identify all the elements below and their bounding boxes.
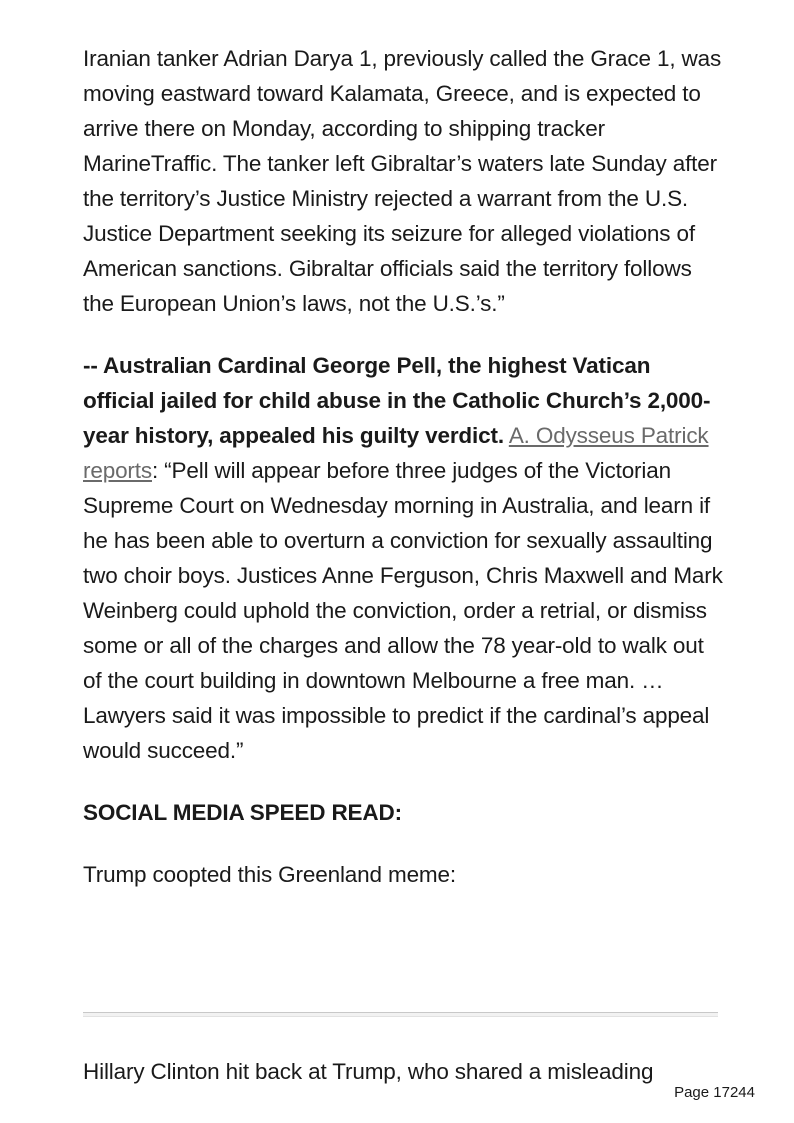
document-body <box>83 41 723 920</box>
embed-divider <box>83 1012 718 1017</box>
section-heading-social-media: SOCIAL MEDIA SPEED READ: <box>83 800 402 825</box>
paragraph-greenland-meme: Trump coopted this Greenland meme: <box>83 862 456 887</box>
page-number: Page 17244 <box>674 1084 755 1101</box>
paragraph-lead-bold: -- Australian Cardinal George Pell, the highest Vatican official jailed for child abuse in the Catholic Church’s 2,000-year history, appealed his guilty verdict. <box>83 353 711 448</box>
paragraph-body-text: : “Pell will appear before three judges of the Victorian Supreme Court on Wednesday morning in Australia, and learn if he has been able to overturn a conviction for sexually assaulting two choir boys. Justices Anne Ferguson, Chris Maxwell and Mark Weinberg could uphold the conviction, order a retrial, or dismiss some or all of the charges and allow the 78 year-old to walk out of the court building in downtown Melbourne a free man. … Lawyers said it was impossible to predict if the cardinal’s appeal would succeed.” <box>83 458 723 763</box>
paragraph-iranian-tanker: Iranian tanker Adrian Darya 1, previously called the Grace 1, was moving eastward toward Kalamata, Greece, and is expected to arrive there on Monday, according to shipping tracker MarineTraffic. The tanker left Gibraltar’s waters late Sunday after the territory’s Justice Ministry rejected a warrant from the U.S. Justice Department seeking its seizure for alleged violations of American sanctions. Gibraltar officials said the territory follows the European Union’s laws, not the U.S.’s.” <box>83 46 722 316</box>
odysseus-patrick-report-link[interactable]: A. Odysseus Patrick reports <box>83 423 709 483</box>
paragraph-cardinal-pell <box>83 348 723 768</box>
paragraph-hillary-clinton: Hillary Clinton hit back at Trump, who shared a misleading <box>83 1059 654 1084</box>
